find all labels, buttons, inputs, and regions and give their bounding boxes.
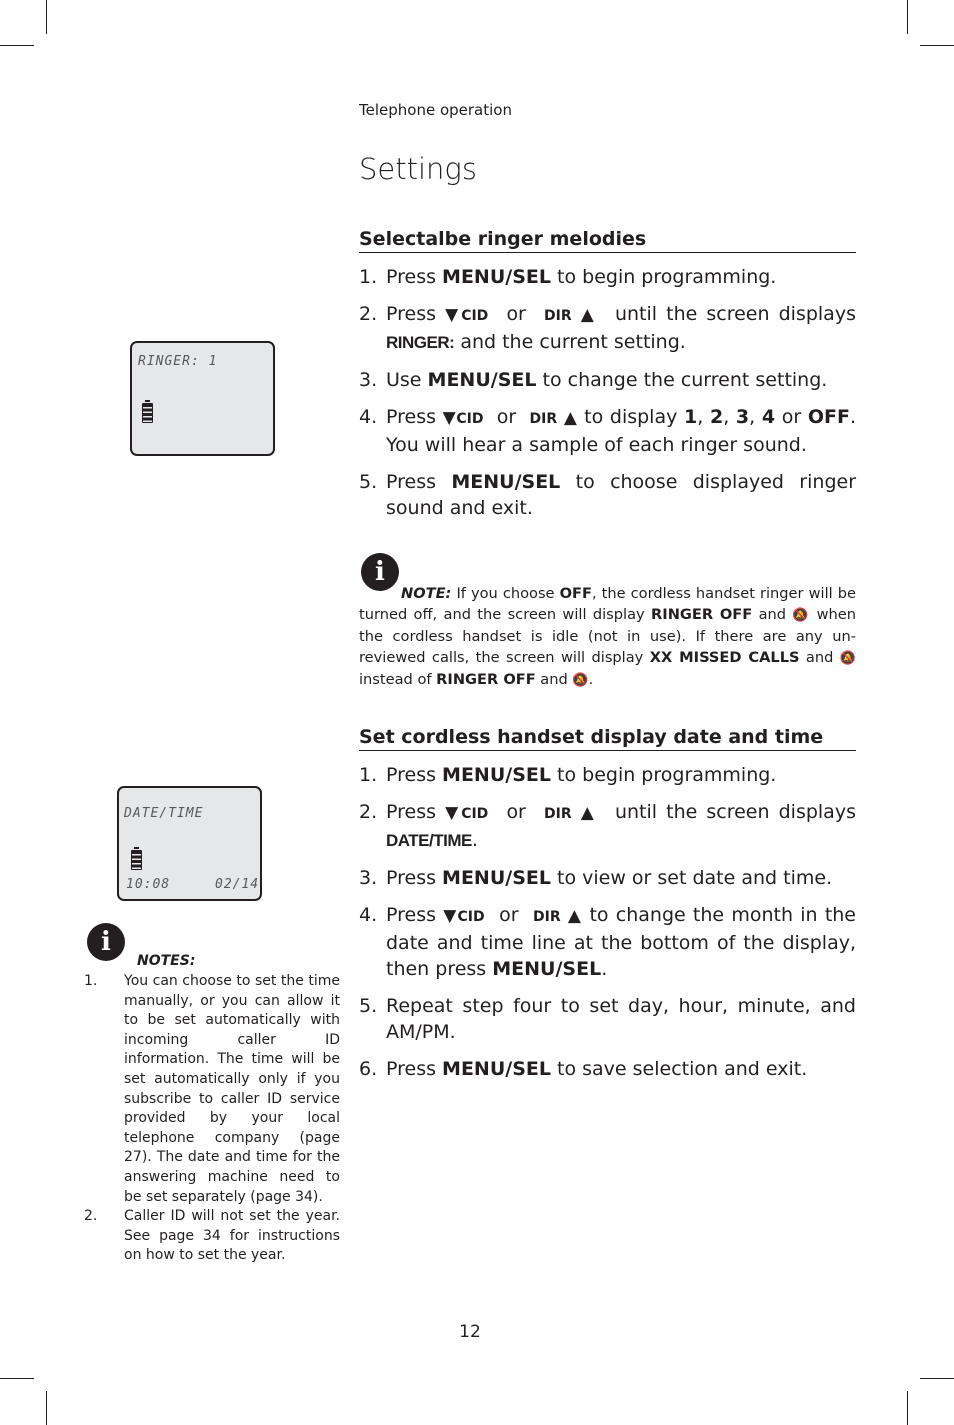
- menu-sel-key: MENU/SEL: [442, 266, 551, 288]
- lcd-screen-date-time: [117, 786, 262, 901]
- crop-mark: [46, 0, 47, 34]
- crop-mark: [46, 1391, 47, 1425]
- page-number: 12: [459, 1322, 481, 1342]
- crop-mark: [920, 45, 954, 46]
- crop-mark: [0, 45, 34, 46]
- bell-off-icon: 🔕: [572, 673, 589, 688]
- lcd-text: DATE/TIME: [386, 831, 472, 850]
- running-header: Telephone operation: [359, 101, 512, 119]
- up-arrow-icon: ▲: [580, 305, 597, 325]
- step: 4. Press ▼CID or DIR ▲ to display 1, 2, 3, 4 or OFF. You will hear a sample of each ringer sound.: [359, 406, 856, 456]
- crop-mark: [0, 1378, 34, 1379]
- up-arrow-icon: ▲: [580, 803, 597, 823]
- up-arrow-icon: ▲: [563, 408, 578, 428]
- step: 5. Repeat step four to set day, hour, minute, and AM/PM.: [359, 995, 856, 1043]
- up-arrow-icon: ▲: [567, 906, 583, 926]
- lcd-line: RINGER: 1: [138, 354, 218, 369]
- lcd-time: 10:08: [126, 877, 171, 892]
- step: 4. Press ▼CID or DIR ▲ to change the month in the date and time line at the bottom of the display, then press MENU/SEL.: [359, 904, 856, 980]
- step: 3. Use MENU/SEL to change the current setting.: [359, 369, 828, 391]
- step: 3. Press MENU/SEL to view or set date and time.: [359, 867, 833, 889]
- note-item: 2. Caller ID will not set the year. See page 34 for instructions on how to set the year.: [84, 1208, 340, 1264]
- crop-mark: [920, 1378, 954, 1379]
- battery-icon: [142, 403, 153, 423]
- section-heading-ringer: Selectalbe ringer melodies: [359, 228, 856, 253]
- notes-label: NOTES:: [137, 953, 196, 969]
- info-icon: i: [87, 923, 125, 961]
- battery-icon: [131, 850, 142, 870]
- page-title: Settings: [359, 152, 477, 186]
- bell-off-icon: 🔕: [839, 651, 856, 666]
- step: 6. Press MENU/SEL to save selection and exit.: [359, 1058, 808, 1080]
- step: 1. Press MENU/SEL to begin programming.: [359, 764, 777, 786]
- step: 2. Press ▼CID or DIR ▲ until the screen displays RINGER: and the current setting.: [359, 303, 856, 353]
- date-time-steps: [359, 762, 856, 1093]
- bell-off-icon: 🔕: [792, 608, 811, 623]
- lcd-screen-ringer: [130, 341, 275, 456]
- down-arrow-icon: ▼: [442, 408, 457, 428]
- section-heading-date-time: Set cordless handset display date and time: [359, 726, 856, 751]
- step: 5. Press MENU/SEL to choose displayed ringer sound and exit.: [359, 471, 857, 519]
- down-arrow-icon: ▼: [443, 906, 458, 926]
- lcd-date: 02/14: [215, 877, 260, 892]
- step: 1. Press MENU/SEL to begin programming.: [359, 266, 777, 288]
- ringer-note: NOTE: If you choose OFF, the cordless handset ringer will be turned off, and the screen will display RINGER OFF and 🔕 when the cordless handset is idle (not in use). If there are any un-reviewed calls, the screen will display XX MISSED CALLS and 🔕 instead of RINGER OFF and 🔕.: [359, 585, 857, 688]
- ringer-steps: [359, 264, 856, 532]
- step: 2. Press ▼CID or DIR ▲ until the screen displays DATE/TIME.: [359, 801, 856, 851]
- side-notes: [84, 972, 340, 1266]
- lcd-line: DATE/TIME: [124, 806, 204, 821]
- info-icon: i: [361, 553, 399, 591]
- down-arrow-icon: ▼: [445, 803, 462, 823]
- lcd-text: RINGER:: [386, 333, 455, 352]
- crop-mark: [907, 1391, 908, 1425]
- down-arrow-icon: ▼: [445, 305, 462, 325]
- crop-mark: [907, 0, 908, 34]
- note-item: 1. You can choose to set the time manually, or you can allow it to be set automatically with incoming caller ID information. The time will be set automatically only if you subscribe to caller ID service provided by your local telephone company (page 27). The date and time for the answering machine need to be set separately (page 34).: [84, 973, 340, 1205]
